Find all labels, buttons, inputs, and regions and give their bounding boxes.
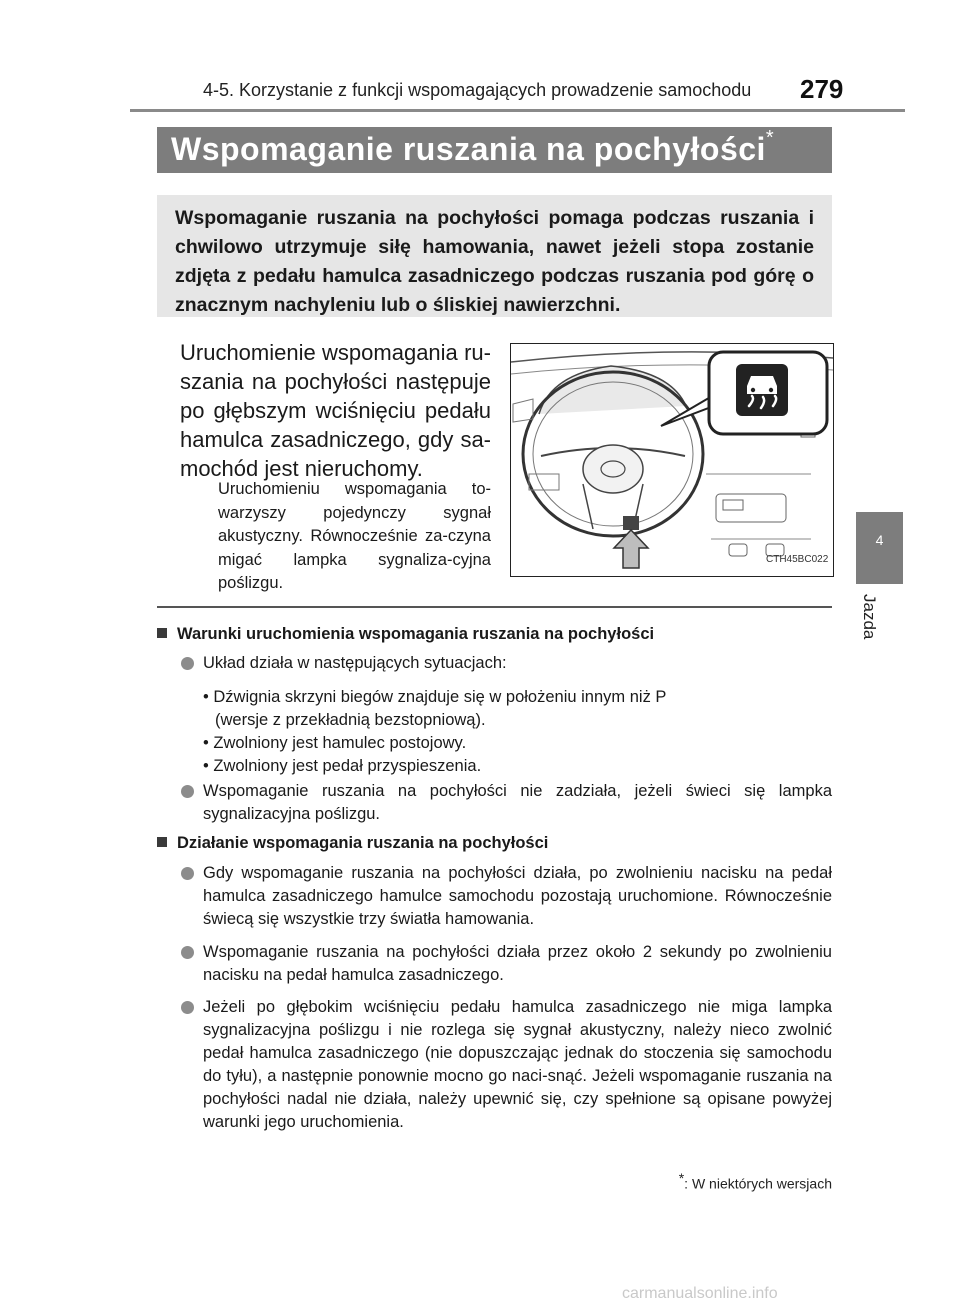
heading-square-icon <box>157 628 167 638</box>
activation-subtext: Uruchomieniu wspomagania to-warzyszy pojedynczy sygnał akustyczny. Równocześnie za-czyna migać lampka sygnaliza-cyjna poślizgu. <box>218 480 491 592</box>
footnote-asterisk: * <box>678 1170 685 1186</box>
operation-section <box>157 832 832 854</box>
operation-bullet-2 <box>157 941 832 987</box>
dashboard-illustration <box>510 343 834 577</box>
footnote <box>679 1170 832 1192</box>
operation-bullet-text: Gdy wspomaganie ruszania na pochyłości działa, po zwolnieniu nacisku na pedał hamulca zasadniczego hamulce samochodu pozostają uruchomione. Równocześnie świecą się wszystkie trzy światła hamowania. <box>203 864 832 928</box>
operation-bullet-1 <box>157 862 832 931</box>
bullet-circle-icon <box>181 1001 194 1014</box>
running-header: 4-5. Korzystanie z funkcji wspomagających prowadzenie samochodu <box>203 80 752 100</box>
conditions-list-item: • Zwolniony jest pedał przyspieszenia. <box>203 757 482 775</box>
skid-indicator-icon <box>736 364 788 416</box>
conditions-bullet-2 <box>157 780 832 826</box>
conditions-section <box>157 623 832 645</box>
conditions-note-text: Wspomaganie ruszania na pochyłości nie zadziała, jeżeli świeci się lampka sygnalizacyjna poślizgu. <box>203 782 832 823</box>
chapter-label <box>856 594 903 654</box>
bullet-circle-icon <box>181 657 194 670</box>
header-rule <box>130 109 905 112</box>
chapter-number: 4 <box>875 532 884 548</box>
watermark: carmanualsonline.info <box>622 1285 778 1302</box>
operation-heading: Działanie wspomagania ruszania na pochyłości <box>177 834 549 852</box>
conditions-list-item: • Dźwignia skrzyni biegów znajduje się w położeniu innym niż P <box>203 688 667 706</box>
bullet-circle-icon <box>181 867 194 880</box>
operation-bullet-text: Jeżeli po głębokim wciśnięciu pedału hamulca zasadniczego nie miga lampka sygnalizacyjna poślizgu i nie rozlega się sygnał akustyczny, należy nieco zwolnić pedał hamulca zasadniczego (nie dopuszczając jednak do stoczenia się samochodu do tyłu), a następnie ponownie mocno go naci-snąć. Jeżeli wspomaganie ruszania na pochyłości nadal nie działa, należy upewnić się, czy spełnione są opisane powyżej warunki jego uruchomienia. <box>203 998 832 1131</box>
intro-text: Wspomaganie ruszania na pochyłości pomaga podczas ruszania i chwilowo utrzymuje siłę hamowania, nawet jeżeli stopa zostanie zdjęta z pedału hamulca zasadniczego podczas ruszania pod górę o znacznym nachyleniu lub o śliskiej nawierzchni. <box>175 207 814 316</box>
page-number: 279 <box>800 74 844 104</box>
conditions-list <box>157 686 832 778</box>
section-title <box>171 127 775 168</box>
section-divider <box>157 606 832 608</box>
section-title-bar <box>157 127 832 173</box>
intro-box <box>157 195 832 317</box>
bullet-circle-icon <box>181 785 194 798</box>
chapter-label-text: Jazda <box>860 594 879 640</box>
footnote-text: : W niektórych wersjach <box>684 1175 832 1192</box>
version-asterisk: * <box>765 127 775 150</box>
section-title-text: Wspomaganie ruszania na pochyłości <box>171 131 766 167</box>
bullet-circle-icon <box>181 946 194 959</box>
conditions-bullet-text: Układ działa w następujących sytuacjach: <box>203 654 507 672</box>
conditions-heading: Warunki uruchomienia wspomagania ruszania na pochyłości <box>177 625 655 643</box>
illustration-code: CTH45BC022 <box>766 554 829 565</box>
conditions-bullet-1 <box>157 652 832 675</box>
chapter-tab[interactable] <box>856 512 903 584</box>
dashboard-drawing <box>511 344 833 576</box>
conditions-list-item: • Zwolniony jest hamulec postojowy. <box>203 734 467 752</box>
activation-text: Uruchomienie wspomagania ru-szania na pochyłości następuje po głębszym wciśnięciu pedału hamulca zasadniczego, gdy sa-mochód jest nieruchomy. <box>180 340 491 481</box>
operation-bullet-3 <box>157 996 832 1134</box>
heading-square-icon <box>157 837 167 847</box>
operation-bullet-text: Wspomaganie ruszania na pochyłości działa przez około 2 sekundy po zwolnieniu nacisku na pedał hamulca zasadniczego. <box>203 943 832 984</box>
conditions-list-item-cont: (wersje z przekładnią bezstopniową). <box>215 711 486 729</box>
